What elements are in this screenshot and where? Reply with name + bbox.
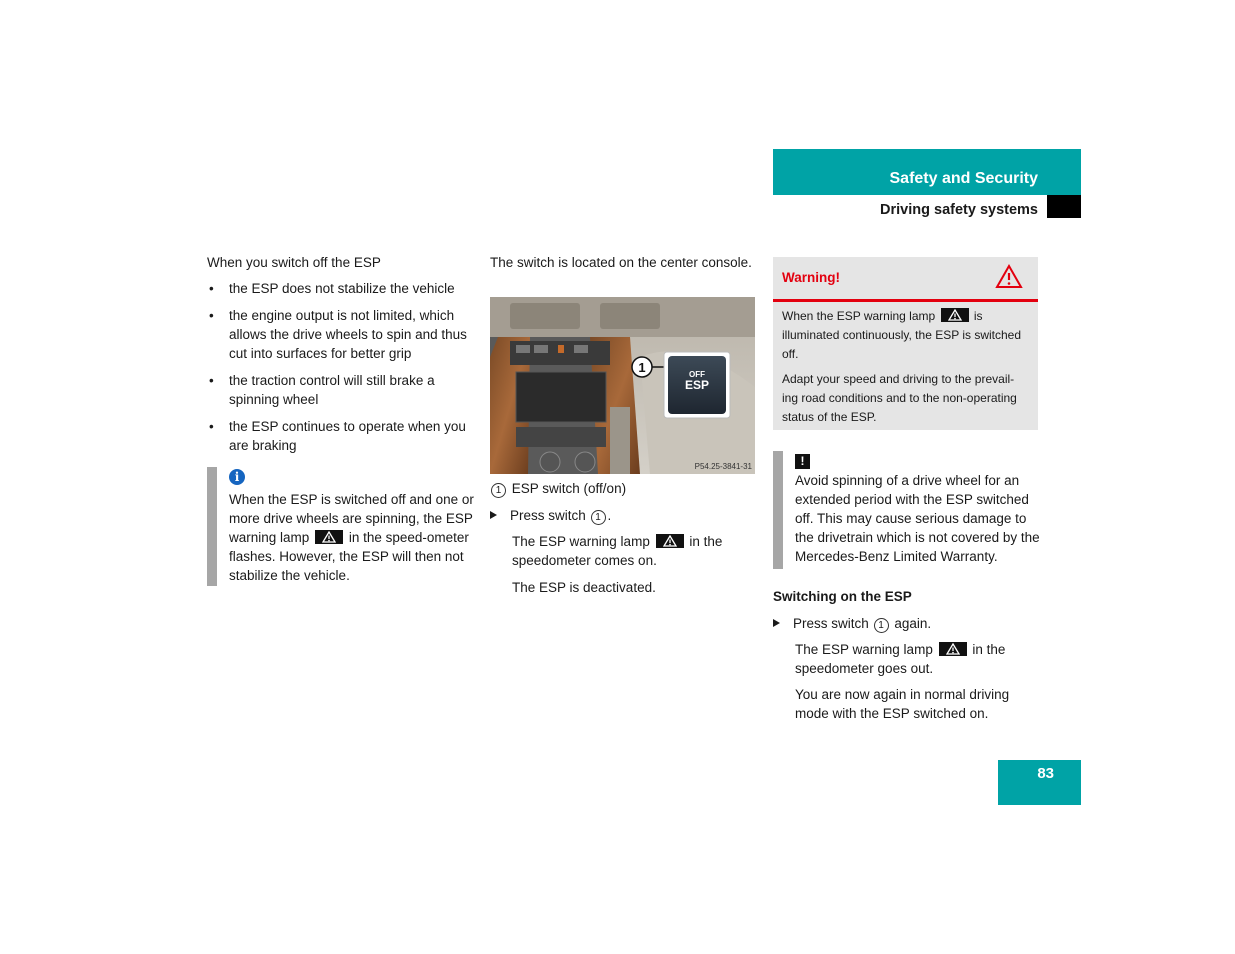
step-result: The ESP is deactivated. — [512, 580, 656, 595]
esp-off-intro: When you switch off the ESP — [207, 255, 381, 270]
switching-on-heading: Switching on the ESP — [773, 589, 912, 604]
warning-lamp-icon — [315, 530, 343, 544]
list-item: • the traction control will still brake a spinning wheel — [207, 371, 473, 409]
photo-ref-code: P54.25-3841-31 — [694, 462, 752, 471]
info-icon: i — [229, 469, 245, 485]
instruction-step: Press switch 1 again. — [773, 614, 1038, 633]
esp-button-line2: ESP — [684, 378, 710, 392]
warning-label: Warning! — [782, 270, 840, 285]
step-arrow-icon — [490, 511, 497, 519]
warning-lamp-icon — [939, 642, 967, 656]
switch-location-text: The switch is located on the center console. — [490, 255, 752, 270]
photo-callout-label: 1 — [638, 360, 646, 375]
subsection-title: Driving safety systems — [880, 202, 1038, 218]
esp-off-effects-list — [207, 279, 473, 455]
info-note-text: When the ESP is switched off and one or more drive wheels are spinning, the ESP warning lamp in the speed-ometer flashes. However, the ESP will then not stabilize the vehicle. — [229, 492, 474, 583]
warning-header — [773, 257, 1038, 302]
step-result: The ESP warning lamp in the speedometer goes out. — [795, 642, 1006, 676]
warning-lamp-icon — [941, 308, 969, 322]
warning-box — [773, 257, 1038, 430]
subsection-marker — [1047, 195, 1081, 218]
callout-number: 1 — [491, 483, 506, 498]
warning-text: Adapt your speed and driving to the prevail-ing road conditions and to the non-operating status of the ESP. — [782, 372, 1017, 424]
info-note — [207, 467, 480, 586]
callout-number: 1 — [874, 618, 889, 633]
caution-text: Avoid spinning of a drive wheel for an extended period with the ESP switched off. This may cause serious damage to the drivetrain which is not covered by the Mercedes-Benz Limited Warranty. — [795, 473, 1040, 564]
esp-button-line1: OFF — [689, 370, 705, 379]
column-2 — [490, 253, 755, 272]
warning-lamp-icon — [656, 534, 684, 548]
step-arrow-icon — [773, 619, 780, 627]
caution-note — [773, 451, 1046, 569]
list-item: • the ESP does not stabilize the vehicle — [207, 279, 473, 298]
center-console-photo — [490, 297, 755, 474]
step-result: The ESP warning lamp in the speedometer comes on. — [512, 534, 723, 568]
section-title: Safety and Security — [889, 170, 1038, 187]
column-1 — [207, 253, 473, 463]
list-item: • the ESP continues to operate when you are braking — [207, 417, 473, 455]
warning-triangle-icon — [995, 264, 1023, 295]
list-item: • the engine output is not limited, which allows the drive wheels to spin and thus cut into surfaces for better grip — [207, 306, 473, 363]
step-result: You are now again in normal driving mode with the ESP switched on. — [795, 687, 1010, 721]
callout-number: 1 — [591, 510, 606, 525]
warning-text: When the ESP warning lamp is illuminated continuously, the ESP is switched off. — [782, 309, 1022, 361]
instruction-step: Press switch 1 . — [490, 506, 755, 525]
caution-icon: ! — [795, 454, 810, 469]
page-number: 83 — [1037, 765, 1054, 782]
photo-caption: 1 ESP switch (off/on) — [490, 479, 755, 498]
